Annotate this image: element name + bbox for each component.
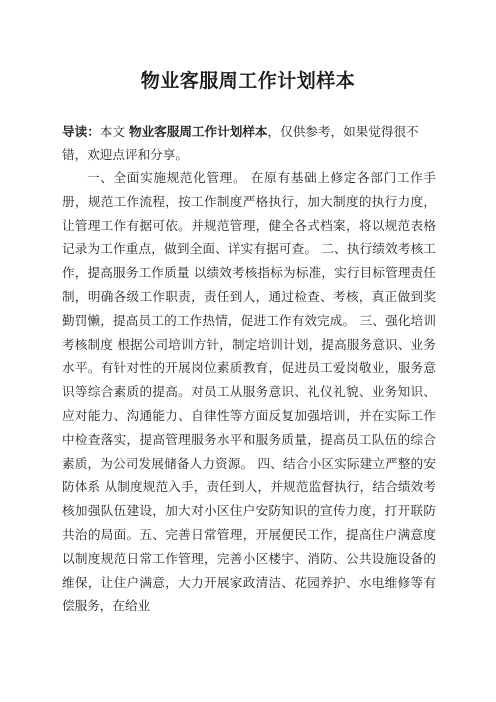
document-title: 物业客服周工作计划样本 [140,70,356,92]
intro-prefix: 本文 [99,124,129,139]
intro-article-title: 物业客服周工作计划样本 [128,124,268,139]
intro-suffix: ，仅供参考，如果觉得很不错，欢迎点评和分享。 [62,124,419,162]
intro-paragraph [62,120,436,166]
body-paragraph: 一、全面实施规范化管理。 在原有基础上修定各部门工作手册，规范工作流程，按工作制度严格执行，加大制度的执行力度，让管理工作有据可依。并规范管理，健全各式档案，将以规范表格记录为工作重点，做到全面、详实有据可查。 二、执行绩效考核工作，提高服务工作质量 以绩效考核指标为标准，实行目标管理责任制，明确各级工作职责，责任到人，通过检查、考核，真正做到奖勤罚懒，提高员工的工作热情，促进工作有效完成。 三、强化培训考核制度 根据公司培训方针，制定培训计划，提高服务意识、业务水平。有针对性的开展岗位素质教育，促进员工爱岗敬业，服务意识等综合素质的提高。对员工从服务意识、礼仪礼貌、业务知识、应对能力、沟通能力、自律性等方面反复加强培训，并在实际工作中检查落实，提高管理服务水平和服务质量，提高员工队伍的综合素质，为公司发展储备人力资源。 四、结合小区实际建立严整的安防体系 从制度规范入手，责任到人，并规范监督执行，结合绩效考核加强队伍建设，加大对小区住户安防知识的宣传力度，打开联防共治的局面。五、完善日常管理，开展便民工作，提高住户满意度 以制度规范日常工作管理，完善小区楼宇、消防、公共设施设备的维保，让住户满意，大力开展家政清洁、花园养护、水电维修等有偿服务，在给业 [62,170,436,614]
intro-lead: 导读： [62,124,100,139]
